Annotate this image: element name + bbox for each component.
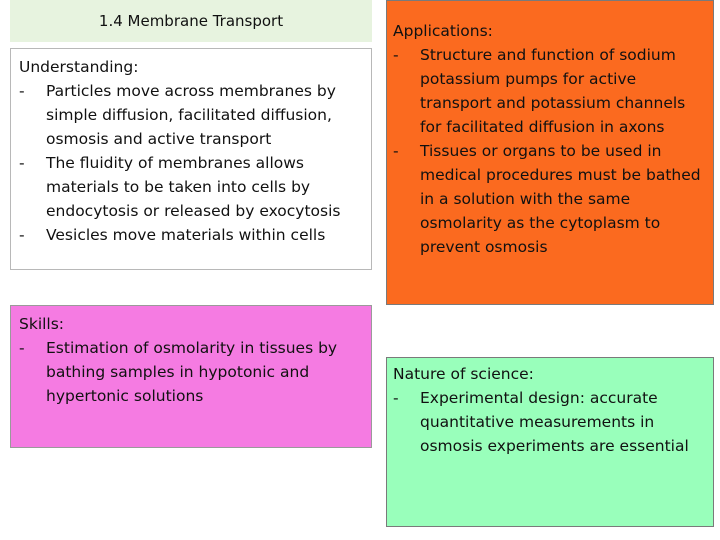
list-item: - The fluidity of membranes allows materials to be taken into cells by endocytosis or released by exocytosis: [19, 151, 363, 223]
applications-list: [393, 43, 705, 259]
list-item: - Vesicles move materials within cells: [19, 223, 363, 247]
nature-of-science-list: [393, 386, 705, 458]
title-box: [10, 0, 372, 42]
list-item: - Experimental design: accurate quantitative measurements in osmosis experiments are essential: [393, 386, 705, 458]
skills-list: [19, 336, 363, 408]
understanding-heading: Understanding:: [19, 58, 139, 76]
nature-of-science-heading: Nature of science:: [393, 365, 534, 383]
understanding-box: [10, 48, 372, 270]
list-item: - Particles move across membranes by simple diffusion, facilitated diffusion, osmosis and active transport: [19, 79, 363, 151]
understanding-list: [19, 79, 363, 247]
applications-box: [386, 0, 714, 305]
applications-heading: Applications:: [393, 22, 493, 40]
page-title: 1.4 Membrane Transport: [98, 12, 284, 30]
skills-heading: Skills:: [19, 315, 65, 333]
list-item: - Tissues or organs to be used in medical procedures must be bathed in a solution with the same osmolarity as the cytoplasm to prevent osmosis: [393, 139, 705, 259]
nature-of-science-box: [386, 357, 714, 527]
list-item: - Estimation of osmolarity in tissues by bathing samples in hypotonic and hypertonic solutions: [19, 336, 363, 408]
skills-box: [10, 305, 372, 448]
list-item: - Structure and function of sodium potassium pumps for active transport and potassium channels for facilitated diffusion in axons: [393, 43, 705, 139]
